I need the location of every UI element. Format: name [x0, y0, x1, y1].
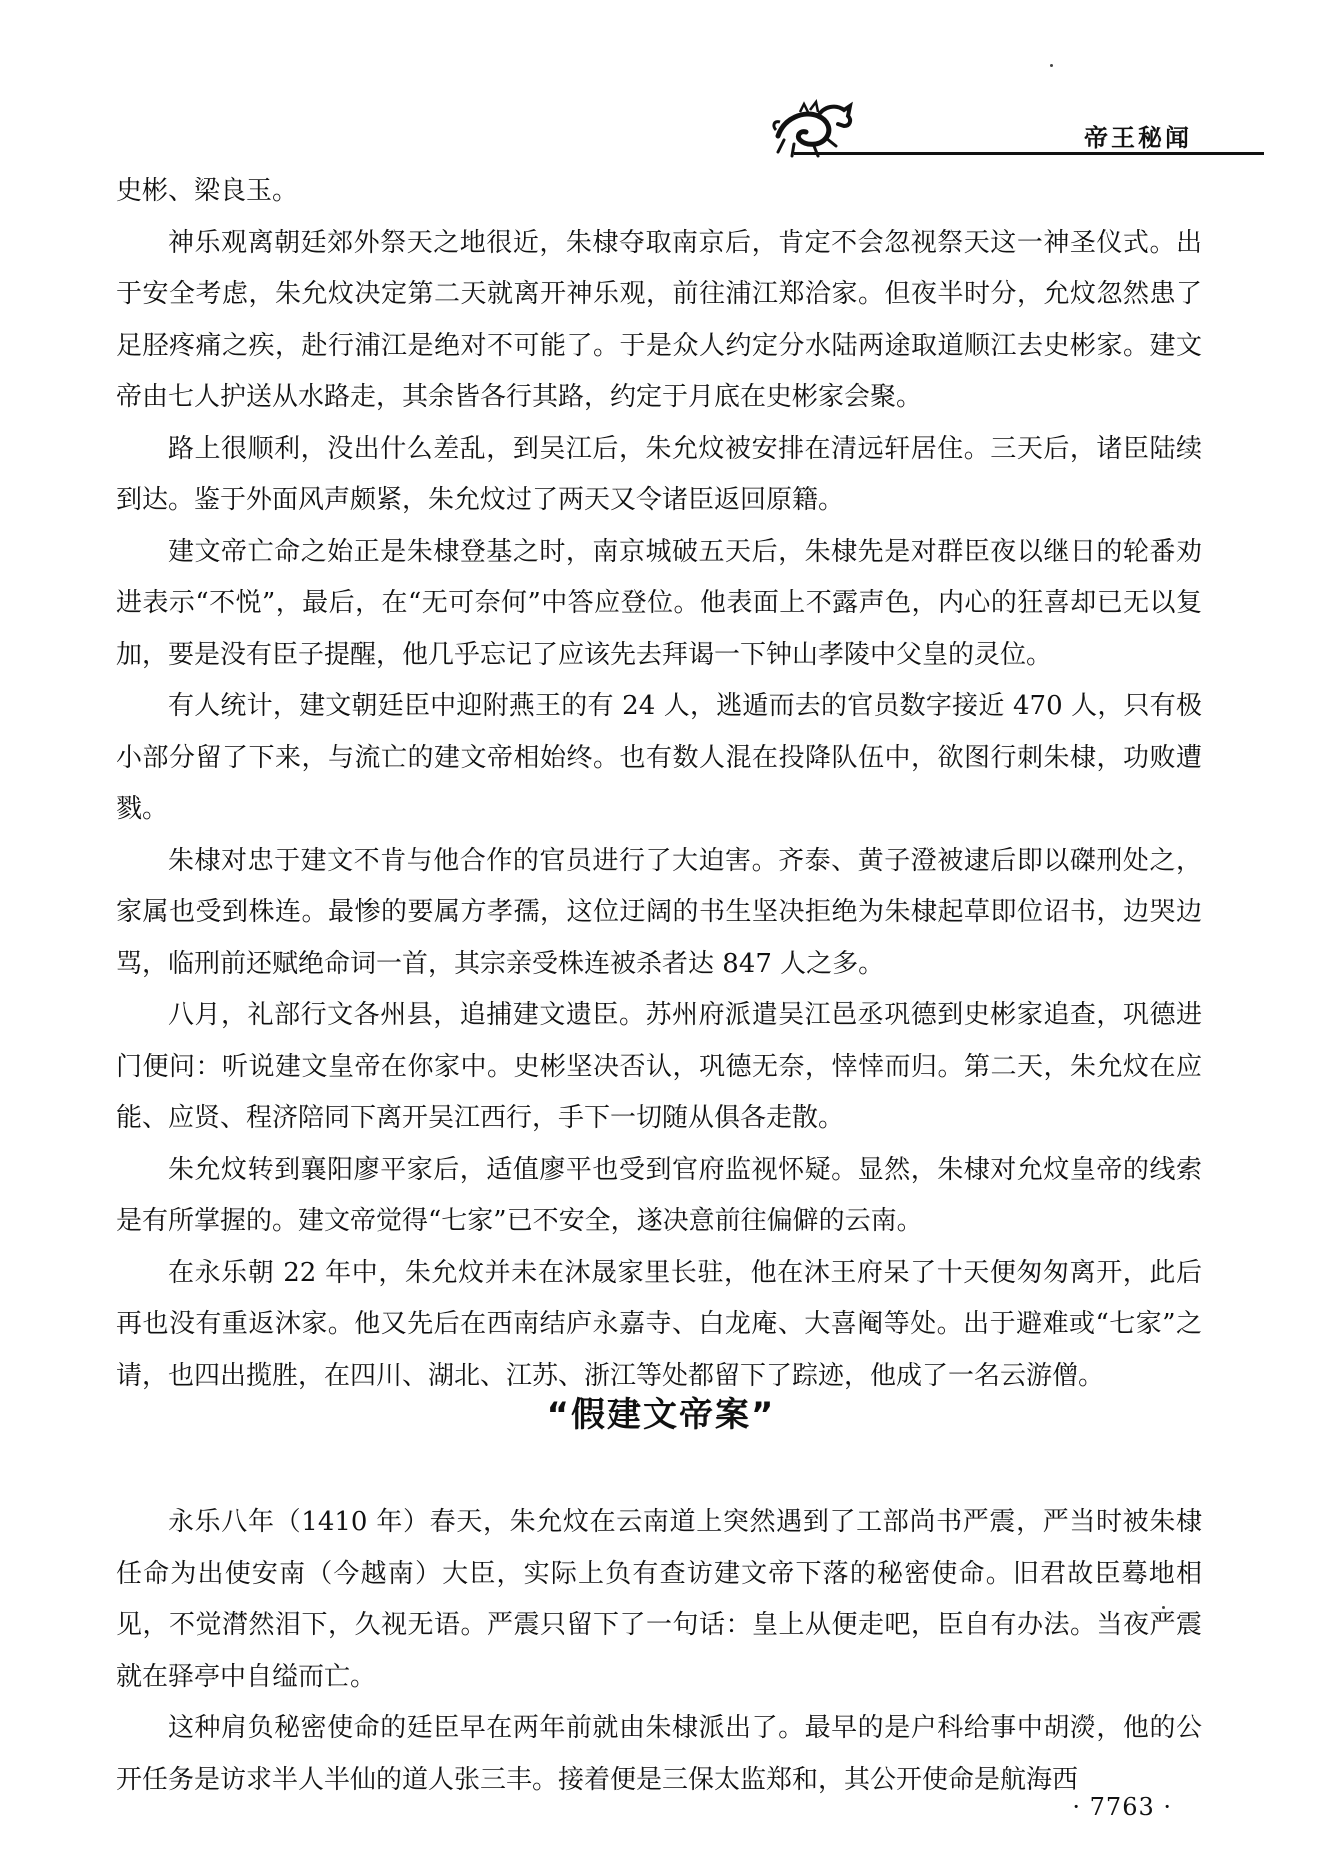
page-number: · 7763 · — [1072, 1793, 1172, 1821]
paragraph: 路上很顺利，没出什么差乱，到吴江后，朱允炆被安排在清远轩居住。三天后，诸臣陆续到达。鉴于外面风声颇紧，朱允炆过了两天又令诸臣返回原籍。 — [116, 433, 1202, 515]
scan-speck — [1050, 64, 1053, 67]
header-title: 帝王秘闻 — [1084, 124, 1192, 152]
paragraph: 朱允炆转到襄阳廖平家后，适值廖平也受到官府监视怀疑。显然，朱棣对允炆皇帝的线索是有所掌握的。建文帝觉得“七家”已不安全，遂决意前往偏僻的云南。 — [116, 1154, 1202, 1236]
paragraph: 这种肩负秘密使命的廷臣早在两年前就由朱棣派出了。最早的是户科给事中胡濙，他的公开任务是访求半人半仙的道人张三丰。接着便是三保太监郑和，其公开使命是航海西 — [116, 1713, 1202, 1795]
running-header — [770, 96, 1210, 156]
paragraph: 建文帝亡命之始正是朱棣登基之时，南京城破五天后，朱棣先是对群臣夜以继日的轮番劝进表示“不悦”，最后，在“无可奈何”中答应登位。他表面上不露声色，内心的狂喜却已无以复加，要是没有臣子提醒，他几乎忘记了应该先去拜谒一下钟山孝陵中父皇的灵位。 — [116, 536, 1202, 670]
header-rule — [794, 152, 1264, 155]
paragraph: 有人统计，建文朝廷臣中迎附燕王的有 24 人，逃遁而去的官员数字接近 470 人，只有极小部分留了下来，与流亡的建文帝相始终。也有数人混在投降队伍中，欲图行刺朱棣，功败遭戮。 — [116, 691, 1202, 824]
dragon-icon — [770, 96, 856, 160]
paragraph: 史彬、梁良玉。 — [116, 176, 299, 206]
scan-speck — [1162, 1606, 1165, 1609]
section-title: “假建文帝案” — [546, 1395, 776, 1435]
paragraph: 朱棣对忠于建文不肯与他合作的官员进行了大迫害。齐泰、黄子澄被逮后即以磔刑处之，家属也受到株连。最惨的要属方孝孺，这位迂阔的书生坚决拒绝为朱棣起草即位诏书，边哭边骂，临刑前还赋绝命词一首，其宗亲受株连被杀者达 847 人之多。 — [116, 845, 1202, 979]
paragraph: 八月，礼部行文各州县，追捕建文遗臣。苏州府派遣吴江邑丞巩德到史彬家追查，巩德进门便问：听说建文皇帝在你家中。史彬坚决否认，巩德无奈，悻悻而归。第二天，朱允炆在应能、应贤、程济陪同下离开吴江西行，手下一切随从俱各走散。 — [116, 1000, 1202, 1133]
body-text — [116, 166, 1202, 1402]
paragraph: 在永乐朝 22 年中，朱允炆并未在沐晟家里长驻，他在沐王府呆了十天便匆匆离开，此后再也没有重返沐家。他又先后在西南结庐永嘉寺、白龙庵、大喜阉等处。出于避难或“七家”之请，也四出揽胜，在四川、湖北、江苏、浙江等处都留下了踪迹，他成了一名云游僧。 — [116, 1257, 1202, 1391]
paragraph: 永乐八年（1410 年）春天，朱允炆在云南道上突然遇到了工部尚书严震，严当时被朱棣任命为出使安南（今越南）大臣，实际上负有查访建文帝下落的秘密使命。旧君故臣蓦地相见，不觉潸然泪下，久视无语。严震只留下了一句话：皇上从便走吧，臣自有办法。当夜严震就在驿亭中自缢而亡。 — [116, 1507, 1202, 1692]
body-text-section — [116, 1497, 1202, 1806]
paragraph: 神乐观离朝廷郊外祭天之地很近，朱棣夺取南京后，肯定不会忽视祭天这一神圣仪式。出于安全考虑，朱允炆决定第二天就离开神乐观，前往浦江郑洽家。但夜半时分，允炆忽然患了足胫疼痛之疾，赴行浦江是绝对不可能了。于是众人约定分水陆两途取道顺江去史彬家。建文帝由七人护送从水路走，其余皆各行其路，约定于月底在史彬家会聚。 — [116, 227, 1202, 412]
